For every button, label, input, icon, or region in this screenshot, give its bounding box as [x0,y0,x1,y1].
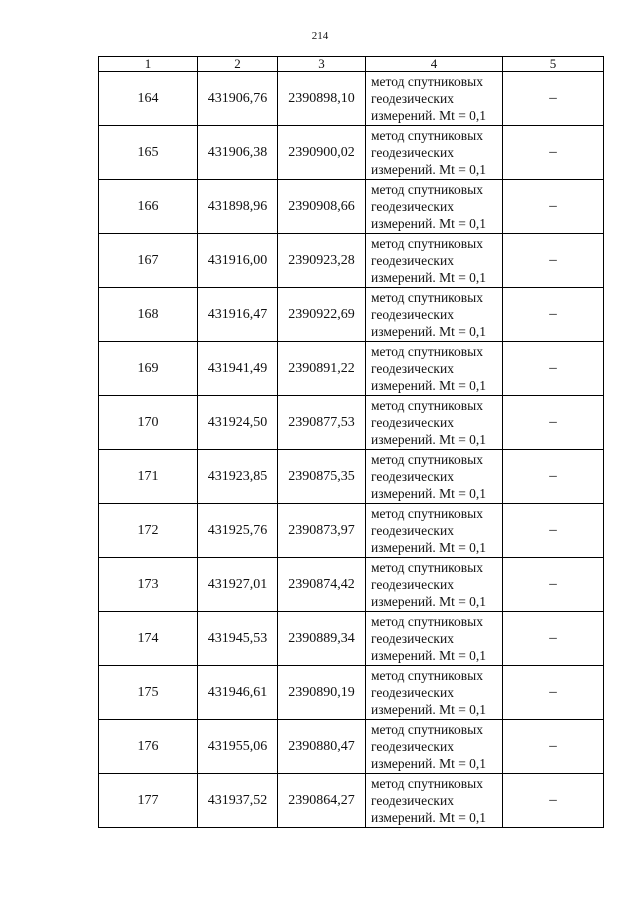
note-cell: – [503,558,604,612]
point-number-cell: 167 [99,234,198,288]
method-text-line: измерений. Mt = 0,1 [371,378,487,393]
note-cell: – [503,774,604,828]
method-cell [366,558,503,612]
table-row [99,288,604,342]
method-cell [366,666,503,720]
table-row [99,720,604,774]
method-text-line: измерений. Mt = 0,1 [371,810,487,825]
page-number: 214 [311,30,329,42]
method-text-line: геодезических [371,685,454,700]
method-cell [366,612,503,666]
y-coordinate-cell: 2390890,19 [278,666,366,720]
method-cell [366,774,503,828]
method-text-line: геодезических [371,577,454,592]
method-text-line: измерений. Mt = 0,1 [371,540,487,555]
y-coordinate-cell: 2390875,35 [278,450,366,504]
method-text-line: метод спутниковых [371,128,483,143]
method-text-line: геодезических [371,739,454,754]
point-number-cell: 166 [99,180,198,234]
table-header-row [99,57,604,72]
header-col-5: 5 [503,57,604,72]
method-text-line: метод спутниковых [371,344,483,359]
method-text-line: измерений. Mt = 0,1 [371,324,487,339]
point-number-cell: 171 [99,450,198,504]
y-coordinate-cell: 2390922,69 [278,288,366,342]
note-cell: – [503,504,604,558]
note-cell: – [503,396,604,450]
x-coordinate-cell: 431941,49 [198,342,278,396]
method-text-line: геодезических [371,523,454,538]
method-cell [366,450,503,504]
method-text-line: метод спутниковых [371,452,483,467]
y-coordinate-cell: 2390864,27 [278,774,366,828]
table-body [99,72,604,828]
point-number-cell: 164 [99,72,198,126]
note-cell: – [503,666,604,720]
y-coordinate-cell: 2390891,22 [278,342,366,396]
note-cell: – [503,126,604,180]
method-text-line: измерений. Mt = 0,1 [371,648,487,663]
table-row [99,612,604,666]
point-number-cell: 168 [99,288,198,342]
x-coordinate-cell: 431906,76 [198,72,278,126]
method-cell [366,504,503,558]
x-coordinate-cell: 431927,01 [198,558,278,612]
method-cell [366,72,503,126]
method-text-line: измерений. Mt = 0,1 [371,486,487,501]
y-coordinate-cell: 2390874,42 [278,558,366,612]
method-text-line: метод спутниковых [371,722,483,737]
x-coordinate-cell: 431916,47 [198,288,278,342]
x-coordinate-cell: 431945,53 [198,612,278,666]
note-cell: – [503,342,604,396]
table-row [99,666,604,720]
y-coordinate-cell: 2390923,28 [278,234,366,288]
point-number-cell: 175 [99,666,198,720]
method-text-line: геодезических [371,793,454,808]
method-text-line: метод спутниковых [371,614,483,629]
note-cell: – [503,288,604,342]
method-text-line: геодезических [371,145,454,160]
note-cell: – [503,234,604,288]
method-text-line: измерений. Mt = 0,1 [371,432,487,447]
note-cell: – [503,612,604,666]
y-coordinate-cell: 2390880,47 [278,720,366,774]
table-row [99,342,604,396]
method-text-line: геодезических [371,415,454,430]
table-row [99,558,604,612]
point-number-cell: 177 [99,774,198,828]
table-row [99,450,604,504]
method-text-line: метод спутниковых [371,182,483,197]
note-cell: – [503,450,604,504]
table-row [99,234,604,288]
header-col-2: 2 [198,57,278,72]
point-number-cell: 176 [99,720,198,774]
note-cell: – [503,72,604,126]
method-text-line: измерений. Mt = 0,1 [371,216,487,231]
point-number-cell: 165 [99,126,198,180]
method-text-line: геодезических [371,307,454,322]
point-number-cell: 169 [99,342,198,396]
method-text-line: метод спутниковых [371,398,483,413]
method-text-line: измерений. Mt = 0,1 [371,108,487,123]
method-text-line: измерений. Mt = 0,1 [371,162,487,177]
method-text-line: метод спутниковых [371,290,483,305]
y-coordinate-cell: 2390877,53 [278,396,366,450]
method-text-line: геодезических [371,91,454,106]
header-col-3: 3 [278,57,366,72]
method-text-line: измерений. Mt = 0,1 [371,594,487,609]
y-coordinate-cell: 2390873,97 [278,504,366,558]
note-cell: – [503,180,604,234]
y-coordinate-cell: 2390889,34 [278,612,366,666]
x-coordinate-cell: 431955,06 [198,720,278,774]
x-coordinate-cell: 431923,85 [198,450,278,504]
method-text-line: геодезических [371,631,454,646]
method-text-line: геодезических [371,361,454,376]
method-text-line: измерений. Mt = 0,1 [371,756,487,771]
method-cell [366,180,503,234]
coordinates-table [98,56,604,828]
table-row [99,180,604,234]
table-row [99,72,604,126]
note-cell: – [503,720,604,774]
point-number-cell: 174 [99,612,198,666]
x-coordinate-cell: 431925,76 [198,504,278,558]
header-col-4: 4 [366,57,503,72]
table-row [99,396,604,450]
method-text-line: метод спутниковых [371,668,483,683]
x-coordinate-cell: 431946,61 [198,666,278,720]
method-text-line: метод спутниковых [371,506,483,521]
method-cell [366,342,503,396]
table-row [99,126,604,180]
point-number-cell: 173 [99,558,198,612]
method-text-line: геодезических [371,199,454,214]
x-coordinate-cell: 431906,38 [198,126,278,180]
x-coordinate-cell: 431937,52 [198,774,278,828]
point-number-cell: 172 [99,504,198,558]
method-text-line: геодезических [371,253,454,268]
method-text-line: измерений. Mt = 0,1 [371,702,487,717]
table-row [99,774,604,828]
method-text-line: метод спутниковых [371,236,483,251]
method-text-line: измерений. Mt = 0,1 [371,270,487,285]
x-coordinate-cell: 431898,96 [198,180,278,234]
method-text-line: метод спутниковых [371,74,483,89]
method-text-line: метод спутниковых [371,560,483,575]
method-cell [366,288,503,342]
method-cell [366,234,503,288]
method-text-line: геодезических [371,469,454,484]
method-cell [366,126,503,180]
x-coordinate-cell: 431916,00 [198,234,278,288]
table-row [99,504,604,558]
y-coordinate-cell: 2390900,02 [278,126,366,180]
method-cell [366,720,503,774]
method-text-line: метод спутниковых [371,776,483,791]
x-coordinate-cell: 431924,50 [198,396,278,450]
y-coordinate-cell: 2390898,10 [278,72,366,126]
y-coordinate-cell: 2390908,66 [278,180,366,234]
header-col-1: 1 [99,57,198,72]
method-cell [366,396,503,450]
point-number-cell: 170 [99,396,198,450]
